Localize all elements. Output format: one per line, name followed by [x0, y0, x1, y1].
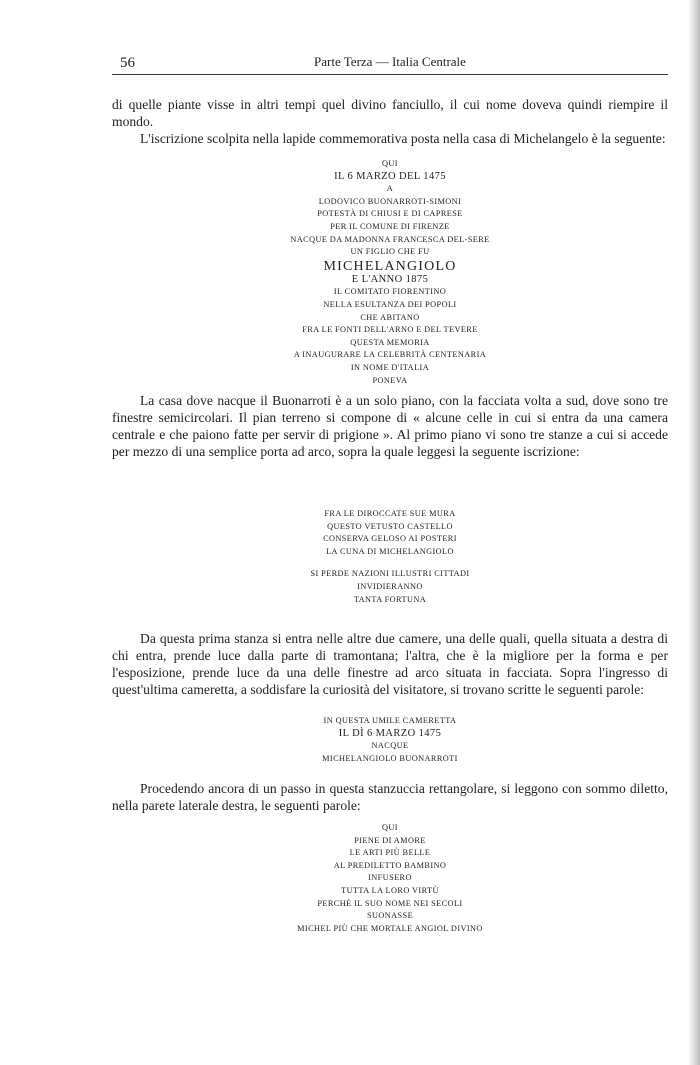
inscription-line: LODOVICO BUONARROTI-SIMONI — [318, 196, 462, 206]
inscription-line: PONEVA — [372, 375, 408, 385]
inscription-line: TANTA FORTUNA — [353, 594, 427, 604]
inscription-line: SI PERDE NAZIONI ILLUSTRI CITTADI — [310, 569, 470, 579]
inscription-line: QUI — [382, 159, 398, 168]
inscription-spacer — [112, 558, 668, 568]
inscription-line: A — [386, 184, 394, 194]
text-block-1 — [112, 96, 668, 147]
inscription-line: PERCHÈ IL SUO NOME NEI SECOLI — [317, 898, 463, 908]
running-title: Parte Terza — Italia Centrale — [314, 54, 466, 69]
inscription-line: FRA LE FONTI DELL'ARNO E DEL TEVERE — [302, 325, 478, 335]
paragraph: La casa dove nacque il Buonarroti è a un solo piano, con la facciata volta a sud, dove sono tre finestre semicircolari. Il pian terreno si compone di « alcune celle in cui si entra da una camera centrale e che paiono fatte per servir di prigione ». Al primo piano vi sono tre stanze a cui si accede per mezzo di una semplice porta ad arco, sopra la quale leggesi la seguente iscrizione: — [112, 393, 668, 459]
paragraph: L'iscrizione scolpita nella lapide commemorativa posta nella casa di Michelangelo è la seguente: — [140, 131, 666, 146]
header-rule — [112, 74, 668, 75]
inscription-line: IN NOME D'ITALIA — [350, 362, 430, 372]
inscription-wall — [112, 822, 668, 935]
page-number: 56 — [120, 55, 135, 71]
paragraph: Procedendo ancora di un passo in questa stanzuccia rettangolare, si leggono con sommo diletto, nella parete laterale destra, le seguenti parole: — [112, 781, 668, 813]
text-block-4 — [112, 780, 668, 814]
inscription-birthplace — [112, 158, 668, 387]
page-header — [112, 46, 668, 72]
paragraph: di quelle piante visse in altri tempi quel divino fanciullo, il cui nome doveva quindi riempire il mondo. — [112, 97, 668, 129]
inscription-line: PER IL COMUNE DI FIRENZE — [330, 221, 450, 231]
inscription-line: NELLA ESULTANZA DEI POPOLI — [323, 299, 457, 309]
inscription-line: MICHEL PIÙ CHE MORTALE ANGIOL DIVINO — [297, 923, 483, 933]
inscription-line: IL COMITATO FIORENTINO — [333, 287, 447, 297]
inscription-line: POTESTÀ DI CHIUSI E DI CAPRESE — [317, 209, 463, 219]
inscription-line: INFUSERO — [368, 873, 412, 883]
inscription-line: INVIDIERANNO — [357, 581, 423, 591]
inscription-line: PIENE DI AMORE — [354, 835, 426, 845]
inscription-line: LE ARTI PIÙ BELLE — [349, 848, 431, 858]
inscription-line: A INAUGURARE LA CELEBRITÀ CENTENARIA — [293, 350, 487, 360]
page-edge-shadow — [688, 0, 700, 1065]
inscription-castle — [112, 508, 668, 606]
inscription-line: MICHELANGIOLO — [323, 258, 457, 274]
inscription-cameretta — [112, 715, 668, 765]
inscription-line: FRA LE DIROCCATE SUE MURA — [324, 509, 456, 518]
inscription-line: QUESTO VETUSTO CASTELLO — [327, 521, 453, 531]
inscription-line: MICHELANGIOLO BUONARROTI — [322, 753, 458, 763]
inscription-line: IL DÌ 6 MARZO 1475 — [338, 727, 442, 739]
inscription-line: TUTTA LA LORO VIRTÙ — [341, 885, 439, 895]
inscription-line: NACQUE DA MADONNA FRANCESCA DEL-SERE — [290, 234, 490, 244]
inscription-line: NACQUE — [371, 741, 409, 751]
text-block-3 — [112, 630, 668, 698]
inscription-line: UN FIGLIO CHE FU — [350, 247, 430, 257]
inscription-line: QUI — [382, 823, 398, 832]
inscription-line: AL PREDILETTO BAMBINO — [333, 860, 447, 870]
inscription-line: SUONASSE — [366, 911, 414, 921]
text-block-2 — [112, 392, 668, 460]
inscription-line: IL 6 MARZO DEL 1475 — [334, 170, 446, 182]
inscription-line: CONSERVA GELOSO AI POSTERI — [323, 534, 457, 544]
inscription-line: QUESTA MEMORIA — [350, 337, 430, 347]
inscription-line: LA CUNA DI MICHELANGIOLO — [326, 546, 454, 556]
inscription-line: CHE ABITANO — [360, 312, 420, 322]
paragraph: Da questa prima stanza si entra nelle altre due camere, una delle quali, quella situata a destra di chi entra, prende luce dalla parte di tramontana; l'altra, che è la migliore per la forma e per l'esposizione, prende luce da una delle finestre ad arco situata in facciata. Sopra l'ingresso di quest'ultima cameretta, a soddisfare la curiosità del visitatore, si trovano scritte le seguenti parole: — [112, 631, 668, 697]
inscription-line: IN QUESTA UMILE CAMERETTA — [323, 716, 457, 725]
inscription-line: E L'ANNO 1875 — [351, 273, 429, 285]
